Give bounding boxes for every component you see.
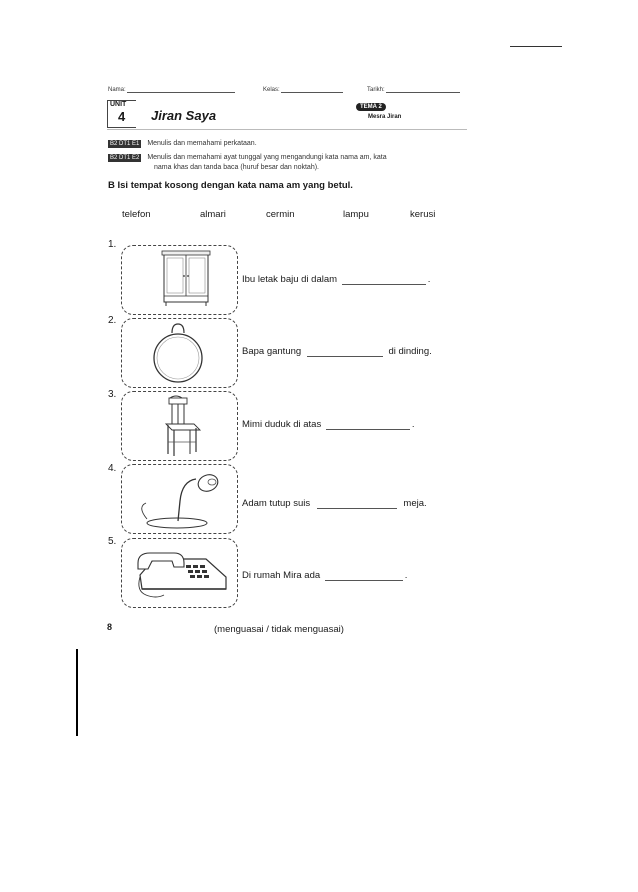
objective-text: Menulis dan memahami ayat tunggal yang mengandungi kata nama am, kata [147, 154, 387, 161]
sentence-before: Ibu letak baju di dalam [242, 274, 338, 285]
objective-code: B2 DT1 E2 [110, 155, 140, 161]
sentence-before: Bapa gantung [242, 346, 302, 357]
picture-frame [121, 391, 238, 461]
question-number: 2. [108, 315, 117, 326]
tema-badge: TEMA 2 [356, 103, 386, 111]
unit-number: 4 [118, 109, 126, 124]
question-sentence [242, 419, 414, 430]
question-number: 1. [108, 239, 117, 250]
title-divider [107, 129, 467, 130]
picture-frame [121, 538, 238, 608]
chair-icon [152, 394, 212, 458]
question-number: 3. [108, 389, 117, 400]
word-bank-item: cermin [266, 209, 295, 220]
telephone-icon [134, 545, 234, 605]
picture-frame [121, 318, 238, 388]
scan-edge-bar [76, 649, 78, 736]
tarikh-blank[interactable] [386, 92, 460, 93]
answer-blank[interactable] [307, 356, 383, 357]
sentence-after: . [427, 274, 431, 285]
question-sentence [242, 498, 427, 509]
answer-blank[interactable] [325, 580, 403, 581]
picture-frame [121, 245, 238, 315]
kelas-blank[interactable] [281, 92, 343, 93]
sentence-before: Di rumah Mira ada [242, 570, 321, 581]
kelas-label: Kelas: [263, 87, 280, 93]
sentence-after: . [411, 419, 415, 430]
unit-title: Jiran Saya [151, 108, 217, 123]
unit-label: UNIT [110, 101, 127, 108]
objective-2-cont: nama khas dan tanda baca (huruf besar dan noktah). [154, 164, 319, 171]
nama-blank[interactable] [127, 92, 235, 93]
sentence-after: di dinding. [388, 346, 432, 357]
tarikh-label: Tarikh: [367, 87, 385, 93]
wardrobe-icon [158, 248, 218, 310]
tarikh-field[interactable] [367, 87, 460, 93]
answer-blank[interactable] [326, 429, 410, 430]
picture-frame [121, 464, 238, 534]
objective-1 [108, 140, 257, 147]
objective-text: Menulis dan memahami perkataan. [147, 140, 257, 147]
question-sentence [242, 274, 430, 285]
kelas-field[interactable] [263, 87, 343, 93]
word-bank-item: kerusi [410, 209, 436, 220]
page-number: 8 [107, 622, 113, 632]
question-sentence [242, 346, 432, 357]
word-bank-item: almari [200, 209, 226, 220]
instruction: B Isi tempat kosong dengan kata nama am yang betul. [108, 180, 353, 191]
tema-name: Mesra Jiran [368, 114, 402, 120]
question-number: 4. [108, 463, 117, 474]
nama-label: Nama: [108, 87, 126, 93]
objective-code: B2 DT1 E1 [110, 141, 140, 147]
sentence-after: meja. [403, 498, 427, 509]
sentence-before: Adam tutup suis [242, 498, 311, 509]
sentence-before: Mimi duduk di atas [242, 419, 322, 430]
objective-2 [108, 154, 387, 161]
mirror-icon [148, 321, 208, 383]
word-bank-item: telefon [122, 209, 151, 220]
answer-blank[interactable] [342, 284, 426, 285]
answer-blank[interactable] [317, 508, 397, 509]
top-rule [510, 46, 562, 47]
nama-field[interactable] [108, 87, 235, 93]
lamp-icon [132, 467, 232, 531]
mastery-note: (menguasai / tidak menguasai) [214, 624, 344, 635]
sentence-after: . [404, 570, 408, 581]
word-bank-item: lampu [343, 209, 369, 220]
question-number: 5. [108, 536, 117, 547]
question-sentence [242, 570, 407, 581]
